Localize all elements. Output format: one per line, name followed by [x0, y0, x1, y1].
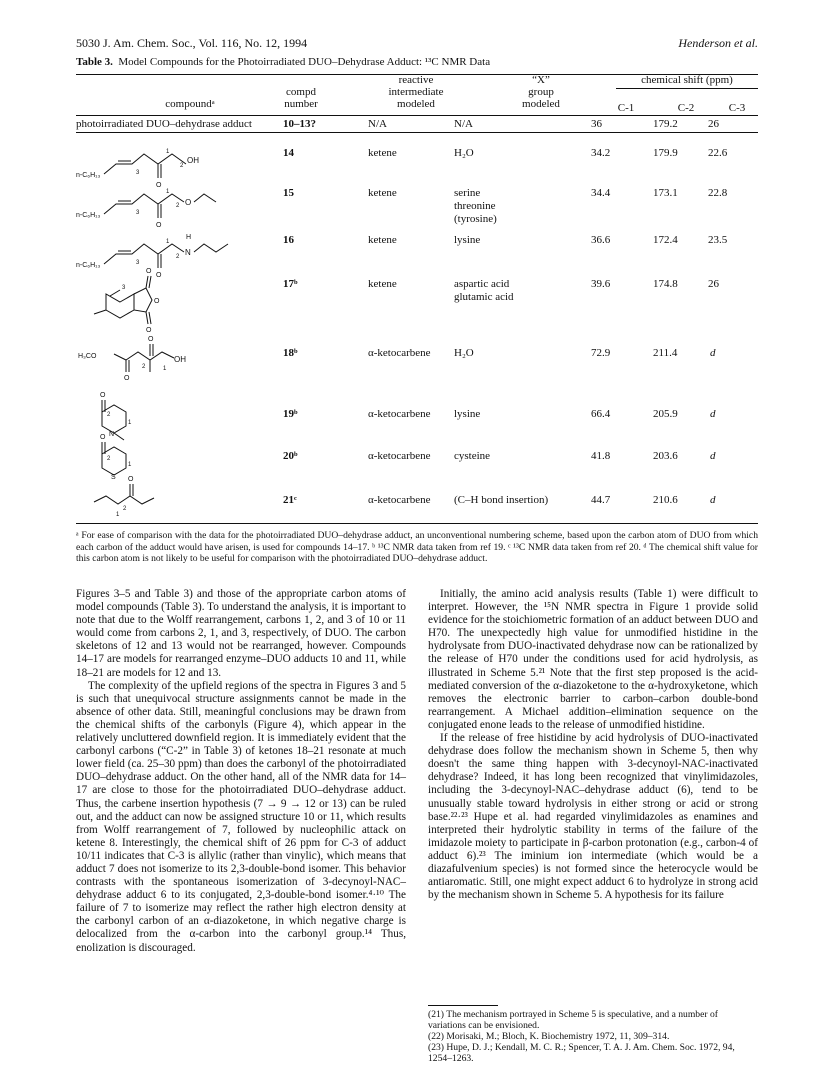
num-1-19: 1	[128, 420, 132, 426]
label-o-bot-17: O	[146, 327, 152, 334]
row-adduct-compound: photoirradiated DUO–dehydrase adduct	[76, 118, 252, 130]
header-c1: C-1	[617, 102, 635, 114]
row-14-c1: 34.2	[591, 147, 611, 159]
label-s-20: S	[111, 474, 116, 481]
reference-item: (21) The mechanism portrayed in Scheme 5 is speculative, and a number of variations can be envisioned.	[428, 1009, 718, 1031]
num-1-16: 1	[166, 239, 170, 245]
num-2-16: 2	[176, 254, 180, 260]
reference-item: (23) Hupe, D. J.; Kendall, M. C. R.; Spencer, T. A. J. Am. Chem. Soc. 1972, 94, 1254–1263.	[428, 1042, 735, 1064]
row-15-number: 15	[283, 187, 294, 199]
row-adduct-c1: 36	[591, 118, 602, 130]
label-o-ester-15: O	[185, 198, 192, 207]
structure-14	[76, 149, 199, 189]
label-o-20: O	[100, 434, 106, 441]
journal-citation: 5030 J. Am. Chem. Soc., Vol. 116, No. 12, 1994	[76, 36, 308, 50]
structure-18	[78, 336, 186, 382]
paragraph: The complexity of the upfield regions of the spectra in Figures 3 and 5 is such that unequivocal structure assignments cannot be made in the absence of other data. Still, meaningful conclusions may be drawn from the chemical shifts of the carbonyls (Figure 4), which appear in the relatively uncluttered downfield region. It is immediately evident that the carbonyl carbons (“C-2” in Table 3) of ketones 18–21 resonate at much lower field (ca. 25–30 ppm) than does the carbonyl of the photoirradiated DUO–dehydrase adduct. On the other hand, all of the NMR data for 14–17 are close to those for the photoirradiated DUO–dehydrase adduct. Thus, the carbene insertion hypothesis (7 → 9 → 12 or 13) can be ruled out, and the adduct can now be assigned structure 10 or 11, which results from Wolff rearrangement of 7, followed by nucleophilic attack on ketene 8. Interestingly, the chemical shift of 26 ppm for C-3 of adduct 10/11 indicates that C-3 is allylic (rather than vinylic), which means that adduct 7 does not isomerize to its 2,3-double-bond isomer. This behavior contrasts with the spontaneous isomerization of 3-decynoyl-NAC–dehydrase adduct 6 to its conjugated, 2,3-double-bond isomer.⁴·¹⁰ The failure of 7 to isomerize may reflect the rather high electron density at the carbonyl carbon of an α-diazoketone, in which negative charge is delocalized from the α-carbon into the carbonyl group.¹⁴ Thus, enolization is discouraged.	[76, 679, 406, 954]
label-o-21: O	[128, 476, 134, 483]
row-adduct-x: N/A	[454, 118, 473, 130]
row-21-x: (C–H bond insertion)	[454, 494, 549, 506]
references	[428, 1005, 758, 1064]
reference-item: (22) Morisaki, M.; Bloch, K. Biochemistry 1972, 11, 309–314.	[428, 1031, 670, 1042]
row-21-c1: 44.7	[591, 494, 611, 506]
row-15-intermediate: ketene	[368, 187, 397, 199]
header-reactive-line1: reactive	[398, 74, 434, 86]
header-x-line2: group	[528, 86, 554, 98]
row-17-intermediate: ketene	[368, 278, 397, 290]
row-16-number: 16	[283, 234, 294, 246]
row-19-c3: d	[710, 408, 716, 420]
row-17-c1: 39.6	[591, 278, 611, 290]
table-footnote: ᵃ For ease of comparison with the data for the photoirradiated DUO–dehydrase adduct, an unconventional numbering scheme, based upon the carbon atom of DUO from which each carbon of the adduct would have arisen, is used for compounds 14–17. ᵇ ¹³C NMR data taken from ref 19. ᶜ ¹³C NMR data taken from ref 20. ᵈ The chemical shift value for this carbon atom is not likely to be useful for comparison with the photoirradiated DUO–dehydrase adduct.	[76, 530, 758, 564]
row-16-c2: 172.4	[653, 234, 678, 246]
num-1-15: 1	[166, 189, 170, 195]
row-15-c2: 173.1	[653, 187, 678, 199]
row-20-intermediate: α-ketocarbene	[368, 450, 431, 462]
structures-svg	[76, 74, 276, 523]
row-20-x: cysteine	[454, 450, 491, 462]
row-18-c1: 72.9	[591, 347, 611, 359]
label-n-16: N	[185, 248, 191, 257]
header-reactive-line2: intermediate	[388, 86, 444, 98]
label-o-ring-17: O	[154, 298, 160, 305]
row-19-number: 19ᵇ	[283, 408, 298, 420]
table-bottom-rule	[76, 523, 758, 524]
num-1-18: 1	[163, 366, 167, 372]
row-20-c3: d	[710, 450, 716, 462]
running-header	[76, 36, 758, 52]
row-adduct-c2: 179.2	[653, 118, 678, 130]
row-16-intermediate: ketene	[368, 234, 397, 246]
row-20-c2: 203.6	[653, 450, 678, 462]
num-1-14: 1	[166, 149, 170, 155]
row-19-intermediate: α-ketocarbene	[368, 408, 431, 420]
header-x-line3: modeled	[522, 98, 560, 110]
num-2-21: 2	[123, 506, 127, 512]
left-column	[76, 588, 406, 955]
row-14-number: 14	[283, 147, 294, 159]
header-compd-line2: number	[284, 98, 318, 110]
row-17-x: aspartic acid glutamic acid	[454, 278, 514, 303]
structure-17	[94, 268, 160, 334]
row-16-c3: 23.5	[708, 234, 728, 246]
row-14-c3: 22.6	[708, 147, 728, 159]
row-17-c3: 26	[708, 278, 719, 290]
row-20-number: 20ᵇ	[283, 450, 298, 462]
label-oh-18: OH	[174, 355, 186, 364]
label-o-15: O	[156, 222, 162, 229]
row-15-x: serine threonine (tyrosine)	[454, 187, 497, 225]
num-3-16: 3	[136, 260, 140, 266]
header-compd-line1: compd	[286, 86, 316, 98]
row-19-c2: 205.9	[653, 408, 678, 420]
num-3-15: 3	[136, 210, 140, 216]
paragraph: If the release of free histidine by acid hydrolysis of DUO-inactivated dehydrase does follow the mechanism shown in Scheme 5, then why doesn't the same thing happen with 3-decynoyl-NAC-inactivated dehydrase? Indeed, it has long been recognized that vinylimidazoles, including the 3-decynoyl-NAC–dehydrase adduct (6), tend to be unusually stable toward hydrolysis in either strong or acid or strong base.²²·²³ Hupe et al. had regarded vinylimidazoles as enamines and interpreted their hydrolytic stability in terms of the failure of the imidazole moiety to participate in β-carbon protonation (e.g., carbon-4 of adduct 6).²³ The iminium ion intermediate (which would be a diazafulvenium species) is not formed since the heterocycle would be antiaromatic. Still, one might expect adduct 6 to hydrolyze in strong acid by the mechanism shown in Scheme 5. A hypothesis for its failure	[428, 732, 758, 902]
table-label: Table 3.	[76, 56, 113, 68]
num-3-14: 3	[136, 170, 140, 176]
reference-divider	[428, 1005, 498, 1006]
row-adduct-c3: 26	[708, 118, 719, 130]
row-21-c3: d	[710, 494, 716, 506]
label-h3co-18: H₃CO	[78, 353, 97, 360]
header-x-line1: “X”	[532, 74, 550, 86]
label-o-top-18: O	[148, 336, 154, 343]
paragraph: Initially, the amino acid analysis results (Table 1) were difficult to interpret. However, the ¹⁵N NMR spectra in Figure 1 provide solid evidence for the stoichiometric formation of an adduct between DUO and H70. The unexpectedly high value for unmodified histidine in the hydrolysate from DUO-inactivated dehydrase now can be rationalized by the release of H70 under the conditions used for acid hydrolysis, as illustrated in Scheme 5.²¹ Note that the first step proposed is the acid-mediated conversion of the α-diazoketone to the α-hydroxyketone, which removes the electronic barrier to carbon–carbon double-bond rearrangement. A Michael addition–elimination sequence on the conjugated enone leads to the release of unmodified histidine.	[428, 588, 758, 731]
row-14-c2: 179.9	[653, 147, 678, 159]
structure-19	[100, 392, 132, 440]
header-c3: C-3	[728, 102, 746, 114]
header-chemical-shift: chemical shift (ppm)	[641, 74, 733, 86]
num-1-20: 1	[128, 462, 132, 468]
label-o-top-17: O	[146, 268, 152, 275]
row-14-intermediate: ketene	[368, 147, 397, 159]
num-2-15: 2	[176, 203, 180, 209]
row-21-intermediate: α-ketocarbene	[368, 494, 431, 506]
row-19-c1: 66.4	[591, 408, 611, 420]
row-18-intermediate: α-ketocarbene	[368, 347, 431, 359]
row-adduct-intermediate: N/A	[368, 118, 387, 130]
table-title: Model Compounds for the Photoirradiated DUO–Dehydrase Adduct: ¹³C NMR Data	[118, 56, 491, 68]
num-3-17: 3	[122, 285, 126, 291]
nmr-table	[76, 74, 758, 524]
num-2-19: 2	[107, 412, 111, 418]
right-column	[428, 588, 758, 902]
label-o-16: O	[156, 272, 162, 279]
row-21-c2: 210.6	[653, 494, 678, 506]
row-18-c2: 211.4	[653, 347, 678, 359]
label-hexyl-16: n-C₆H₁₃	[76, 262, 101, 269]
author-header: Henderson et al.	[678, 36, 758, 50]
header-x-group	[506, 74, 576, 110]
structure-16	[76, 234, 228, 279]
row-18-c3: d	[710, 347, 716, 359]
row-20-c1: 41.8	[591, 450, 611, 462]
row-16-x: lysine	[454, 234, 481, 246]
label-o-bot-18: O	[124, 375, 130, 382]
row-17-c2: 174.8	[653, 278, 678, 290]
num-1-21: 1	[116, 512, 120, 518]
shift-header-rule	[616, 88, 758, 89]
row-18-number: 18ᵇ	[283, 347, 298, 359]
num-2-18: 2	[142, 364, 146, 370]
table-caption	[76, 56, 758, 68]
num-2-14: 2	[180, 163, 184, 169]
label-oh-14: OH	[187, 156, 199, 165]
row-16-c1: 36.6	[591, 234, 611, 246]
num-2-20: 2	[107, 456, 111, 462]
label-o-19: O	[100, 392, 106, 399]
row-adduct-number: 10–13?	[283, 118, 316, 130]
header-compound: compoundᵃ	[165, 98, 215, 110]
row-15-c3: 22.8	[708, 187, 728, 199]
header-c2: C-2	[677, 102, 695, 114]
label-n-19: N	[109, 431, 115, 438]
row-19-x: lysine	[454, 408, 481, 420]
structure-20	[100, 434, 132, 481]
label-h-16: H	[186, 234, 192, 241]
row-15-c1: 34.4	[591, 187, 611, 199]
row-14-x: H₂O	[454, 147, 474, 159]
paragraph: Figures 3–5 and Table 3) and those of the appropriate carbon atoms of model compounds (Table 3). To understand the analysis, it is important to note that due to the Wolff rearrangement, carbons 1, 2, and 3 of 10 or 11 would come from carbons 2, 1, and 3, respectively, of DUO. The carbon skeletons of 12 and 13 would not be rearranged, however. Compounds 14–17 are models for rearranged enzyme–DUO adducts 10 and 11, while 18–21 are models for 12 and 13.	[76, 588, 406, 679]
row-21-number: 21ᶜ	[283, 494, 297, 506]
label-hexyl-15: n-C₆H₁₃	[76, 212, 101, 219]
header-reactive	[371, 74, 461, 110]
row-18-x: H₂O	[454, 347, 474, 359]
label-hexyl-14: n-C₆H₁₃	[76, 172, 101, 179]
structure-15	[76, 189, 216, 229]
header-compd-number	[271, 86, 331, 110]
structure-21	[94, 476, 154, 518]
header-reactive-line3: modeled	[397, 98, 435, 110]
label-o-14: O	[156, 182, 162, 189]
row-17-number: 17ᵇ	[283, 278, 298, 290]
